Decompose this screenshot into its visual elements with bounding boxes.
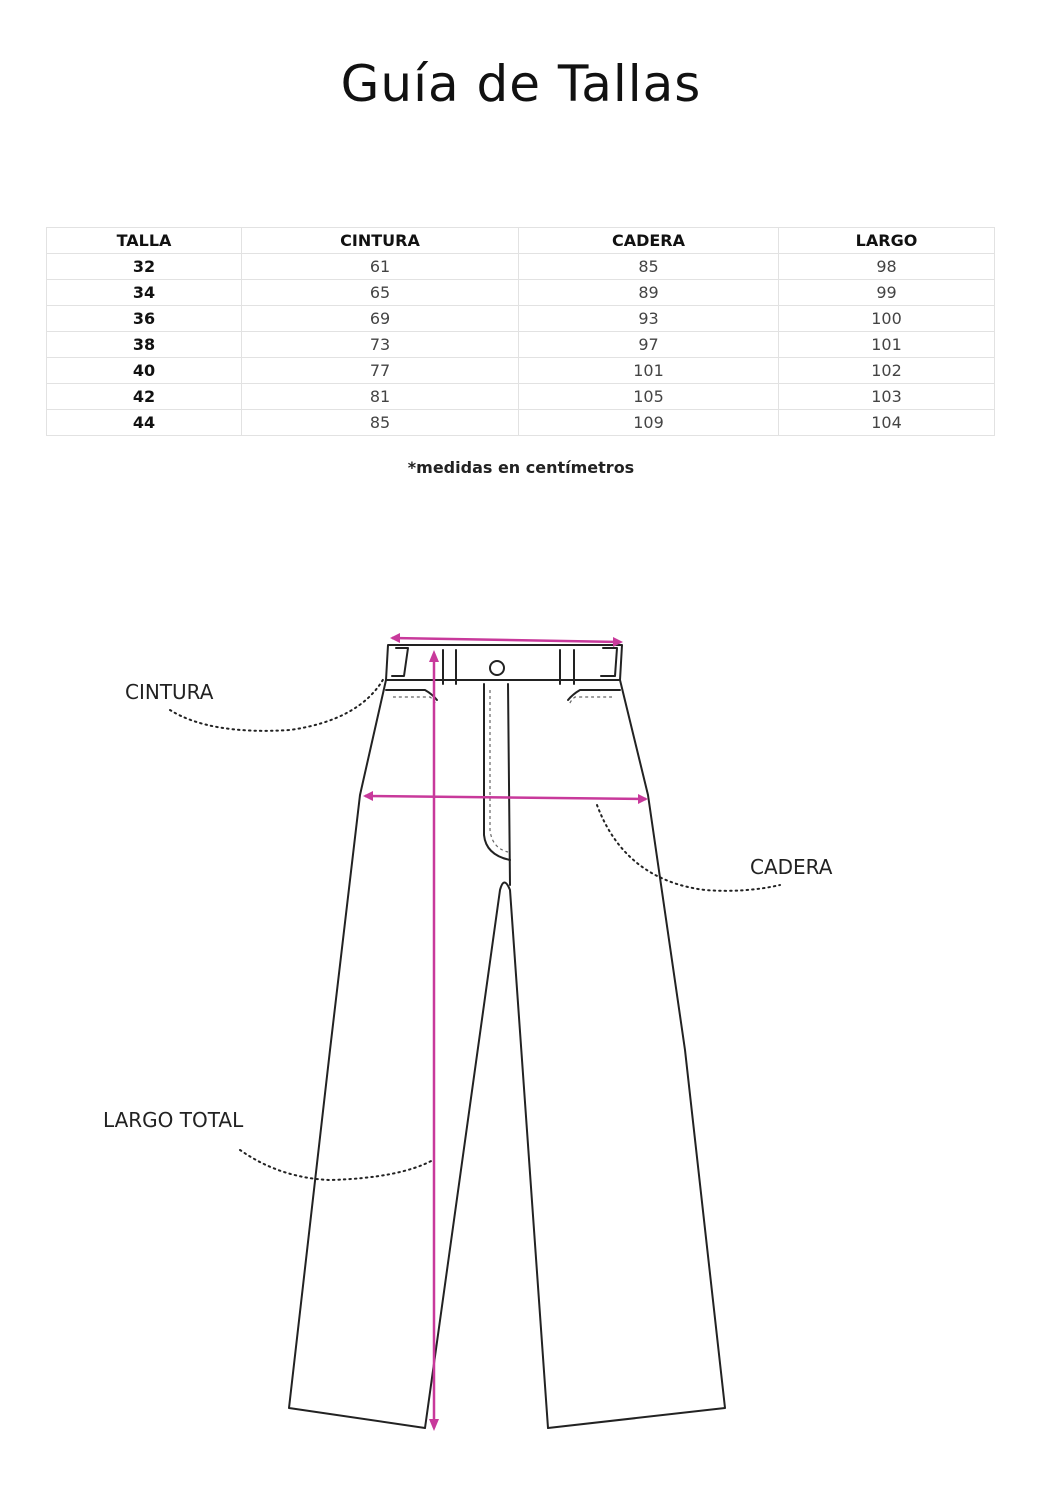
label-cadera: CADERA [750,855,833,879]
cell-cadera: 93 [519,306,779,332]
header-cadera: CADERA [519,228,779,254]
stitch-details [393,690,612,852]
cell-largo: 102 [779,358,995,384]
center-seam [508,684,510,885]
table-row [47,332,995,358]
left-pocket [386,690,437,700]
inseam [425,883,548,1429]
callout-lines [170,678,780,1180]
pants-measurement-diagram [0,560,1042,1460]
cell-talla: 40 [47,358,242,384]
waistband [386,645,622,680]
table-row [47,410,995,436]
cell-cadera: 105 [519,384,779,410]
cell-cadera: 101 [519,358,779,384]
header-largo: LARGO [779,228,995,254]
table-header-row [47,228,995,254]
button-icon [490,661,504,675]
cell-talla: 44 [47,410,242,436]
belt-loop [560,650,574,684]
pants-illustration [289,645,725,1428]
fly-stitch [484,684,510,860]
cell-talla: 38 [47,332,242,358]
table-row [47,280,995,306]
cell-talla: 42 [47,384,242,410]
label-cintura: CINTURA [125,680,214,704]
table-row [47,358,995,384]
cell-largo: 99 [779,280,995,306]
measurement-lines [363,633,648,1431]
length-callout-line [240,1150,433,1180]
hip-measure-line [365,796,646,799]
cell-cadera: 85 [519,254,779,280]
cell-cadera: 109 [519,410,779,436]
cell-cadera: 97 [519,332,779,358]
page-title: Guía de Tallas [340,55,702,113]
cell-cintura: 65 [242,280,519,306]
header-talla: TALLA [47,228,242,254]
cell-talla: 36 [47,306,242,332]
header-cintura: CINTURA [242,228,519,254]
cell-cintura: 77 [242,358,519,384]
cell-cintura: 85 [242,410,519,436]
cell-cadera: 89 [519,280,779,306]
size-table [46,227,995,436]
belt-loop [601,648,617,676]
left-leg-outline [289,680,425,1428]
cell-largo: 103 [779,384,995,410]
right-leg-outline [548,680,725,1428]
cell-cintura: 73 [242,332,519,358]
cell-cintura: 81 [242,384,519,410]
belt-loop [392,648,408,676]
cell-largo: 101 [779,332,995,358]
cell-largo: 98 [779,254,995,280]
cell-largo: 104 [779,410,995,436]
waist-measure-line [392,638,620,642]
cell-talla: 34 [47,280,242,306]
table-row [47,384,995,410]
label-largo-total: LARGO TOTAL [103,1108,244,1132]
cell-cintura: 69 [242,306,519,332]
cell-talla: 32 [47,254,242,280]
cell-largo: 100 [779,306,995,332]
belt-loop [443,650,456,684]
cell-cintura: 61 [242,254,519,280]
table-row [47,254,995,280]
units-note: *medidas en centímetros [407,458,635,477]
table-row [47,306,995,332]
right-pocket [568,690,620,700]
